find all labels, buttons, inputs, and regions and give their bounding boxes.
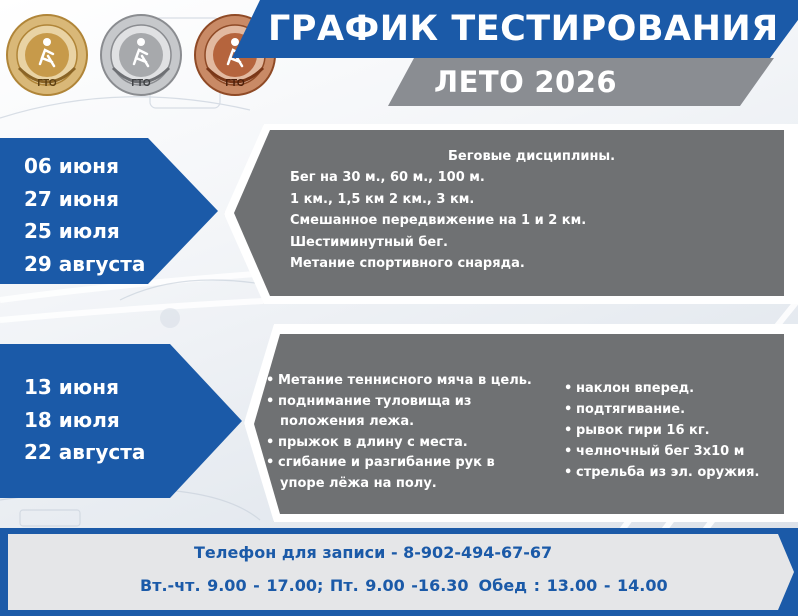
discipline-text: сгибание и разгибание рук в (278, 455, 495, 470)
discipline-item (266, 371, 532, 392)
date-item: 13 июня (24, 375, 119, 399)
dates-list-1 (24, 150, 145, 280)
season-year: 2026 (534, 65, 618, 99)
date-item: 18 июля (24, 407, 120, 432)
discipline-item: • подтягивание. (564, 399, 759, 420)
discipline-item (266, 392, 532, 433)
phone-line: Телефон для записи - 8-902-494-67-67 (194, 543, 553, 562)
discipline-text: прыжок в длину с места. (278, 434, 468, 450)
discipline-item: Метание спортивного снаряда. (290, 256, 525, 271)
disciplines-list-left (266, 371, 532, 494)
discipline-text: Метание теннисного мяча в цель. (278, 373, 532, 388)
weekday-hours: Вт.-чт. 9.00 - 17.00; Пт. 9.00 -16.30 (140, 576, 469, 595)
lunch-hours: Обед : 13.00 - 14.00 (478, 576, 668, 595)
discipline-item: 1 км., 1,5 км 2 км., 3 км. (290, 191, 475, 207)
panel-heading: Беговые дисциплины. (448, 149, 616, 164)
running-disciplines-list (290, 167, 586, 275)
disciplines-list-right (564, 378, 759, 483)
season-name: ЛЕТО (434, 65, 525, 99)
date-item: 06 июня (24, 154, 119, 178)
discipline-text: поднимание туловища из (278, 393, 472, 409)
discipline-item: • рывок гири 16 кг. (564, 420, 759, 441)
discipline-text-continued: упоре лёжа на полу. (280, 475, 437, 491)
date-item: 29 августа (24, 251, 146, 276)
date-item: 25 июля (24, 219, 120, 243)
working-hours (140, 574, 668, 598)
discipline-item: Шестиминутный бег. (290, 234, 448, 250)
discipline-text-continued: положения лежа. (280, 414, 415, 429)
medal-label: ГТО (131, 78, 151, 89)
discipline-item: Смешанное передвижение на 1 и 2 км. (290, 213, 587, 228)
page-title: ГРАФИК ТЕСТИРОВАНИЯ (268, 9, 779, 49)
date-item: 22 августа (24, 440, 146, 464)
discipline-item: • стрельба из эл. оружия. (564, 462, 759, 483)
dates-list-2 (24, 371, 145, 469)
discipline-item: Бег на 30 м., 60 м., 100 м. (290, 170, 485, 185)
discipline-item: • наклон вперед. (564, 378, 759, 399)
gto-silver-medal-icon (98, 12, 184, 98)
discipline-item: • челночный бег 3х10 м (564, 441, 759, 462)
discipline-item (266, 453, 532, 494)
gto-gold-medal-icon (4, 12, 90, 98)
medal-label: ГТО (225, 78, 245, 89)
season-label (434, 60, 617, 104)
discipline-item (266, 433, 532, 454)
date-item: 27 июня (24, 186, 119, 211)
medal-label: ГТО (37, 78, 57, 89)
